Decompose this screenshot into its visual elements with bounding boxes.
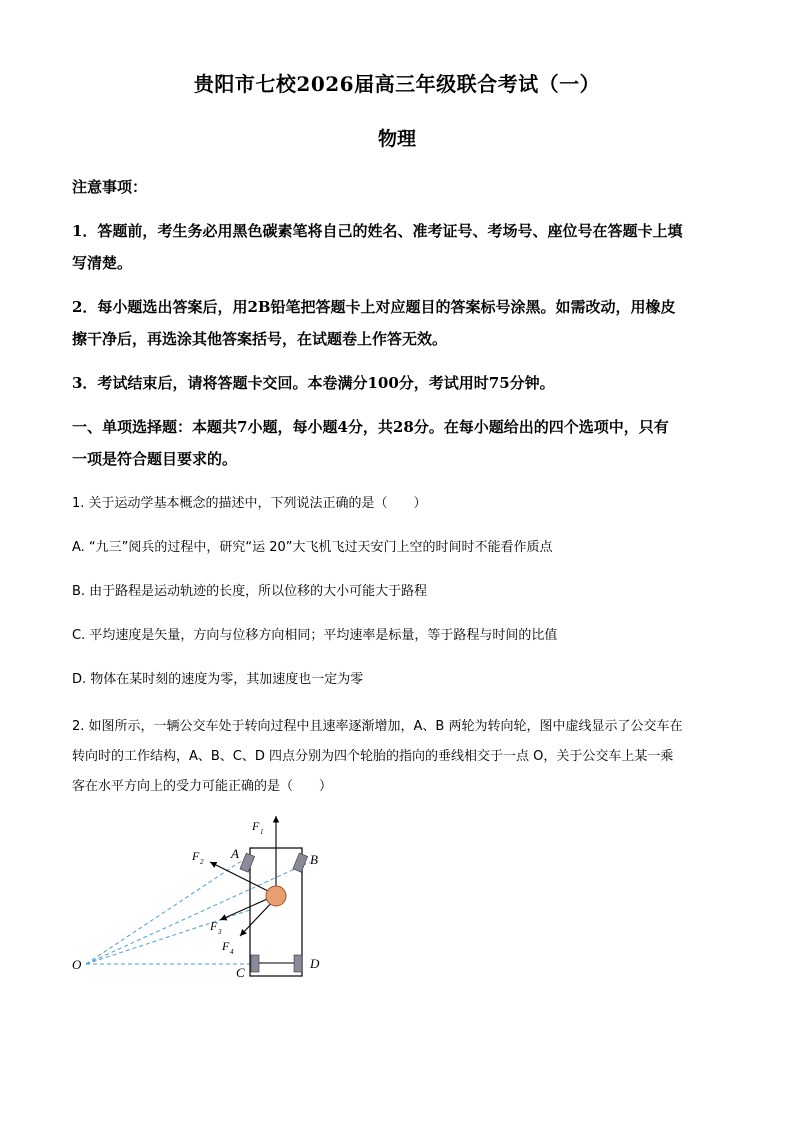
wheel-b <box>293 853 308 872</box>
bus-turning-force-diagram <box>60 810 360 990</box>
question-2-stem-line-2: 转向时的工作结构，A、B、C、D 四点分别为四个轮胎的指向的垂线相交于一点 O，关于公交车上某一乘 <box>72 749 674 764</box>
label-f4: F <box>222 939 230 953</box>
notice-item-1-line-1: 1．答题前，考生务必用黑色碳素笔将自己的姓名、准考证号、考场号、座位号在答题卡上填 <box>72 222 683 240</box>
label-f1-subscript: 1 <box>260 828 264 836</box>
question-2-stem-line-3: 客在水平方向上的受力可能正确的是（ ） <box>72 779 333 794</box>
subject-title: 物理 <box>377 128 416 150</box>
label-f2-subscript: 2 <box>200 858 204 866</box>
label-f1: F <box>252 819 260 833</box>
notice-item-2-line-2: 擦干净后，再选涂其他答案括号，在试题卷上作答无效。 <box>72 330 448 348</box>
question-1-option-a: A. “九三”阅兵的过程中，研究“运 20”大飞机飞过天安门上空的时间时不能看作质点 <box>72 540 553 555</box>
label-a: A <box>231 846 239 861</box>
section-1-heading-line-1: 一、单项选择题：本题共7小题，每小题4分，共28分。在每小题给出的四个选项中，只有 <box>72 418 669 436</box>
label-b: B <box>310 852 318 867</box>
notice-heading: 注意事项： <box>72 178 148 196</box>
label-d: D <box>310 956 320 971</box>
label-o: O <box>72 957 82 972</box>
exam-title: 贵阳市七校2026届高三年级联合考试（一） <box>193 72 601 96</box>
wheel-c <box>251 955 259 972</box>
question-2-stem-line-1: 2. 如图所示，一辆公交车处于转向过程中且速率逐渐增加，A、B 两轮为转向轮，图中虚线显示了公交车在 <box>72 719 683 734</box>
notice-item-3: 3．考试结束后，请将答题卡交回。本卷满分100分，考试用时75分钟。 <box>72 374 555 392</box>
wheel-d <box>294 955 302 972</box>
notice-item-2-line-1: 2．每小题选出答案后，用2B铅笔把答题卡上对应题目的答案标号涂黑。如需改动，用橡皮 <box>72 298 676 316</box>
passenger-circle <box>266 886 286 906</box>
label-f4-subscript: 4 <box>230 948 234 956</box>
label-c: C <box>236 965 245 980</box>
label-f3: F <box>210 919 218 933</box>
section-1-heading-line-2: 一项是符合题目要求的。 <box>72 450 238 468</box>
question-1-option-b: B. 由于路程是运动轨迹的长度，所以位移的大小可能大于路程 <box>72 584 428 599</box>
notice-item-1-line-2: 写清楚。 <box>72 254 133 272</box>
wheel-a <box>240 853 255 872</box>
question-1-stem: 1. 关于运动学基本概念的描述中，下列说法正确的是（ ） <box>72 496 427 511</box>
question-1-option-c: C. 平均速度是矢量，方向与位移方向相同；平均速率是标量，等于路程与时间的比值 <box>72 628 558 643</box>
question-1-option-d: D. 物体在某时刻的速度为零，其加速度也一定为零 <box>72 672 364 687</box>
label-f3-subscript: 3 <box>218 928 222 936</box>
label-f2: F <box>192 849 200 863</box>
